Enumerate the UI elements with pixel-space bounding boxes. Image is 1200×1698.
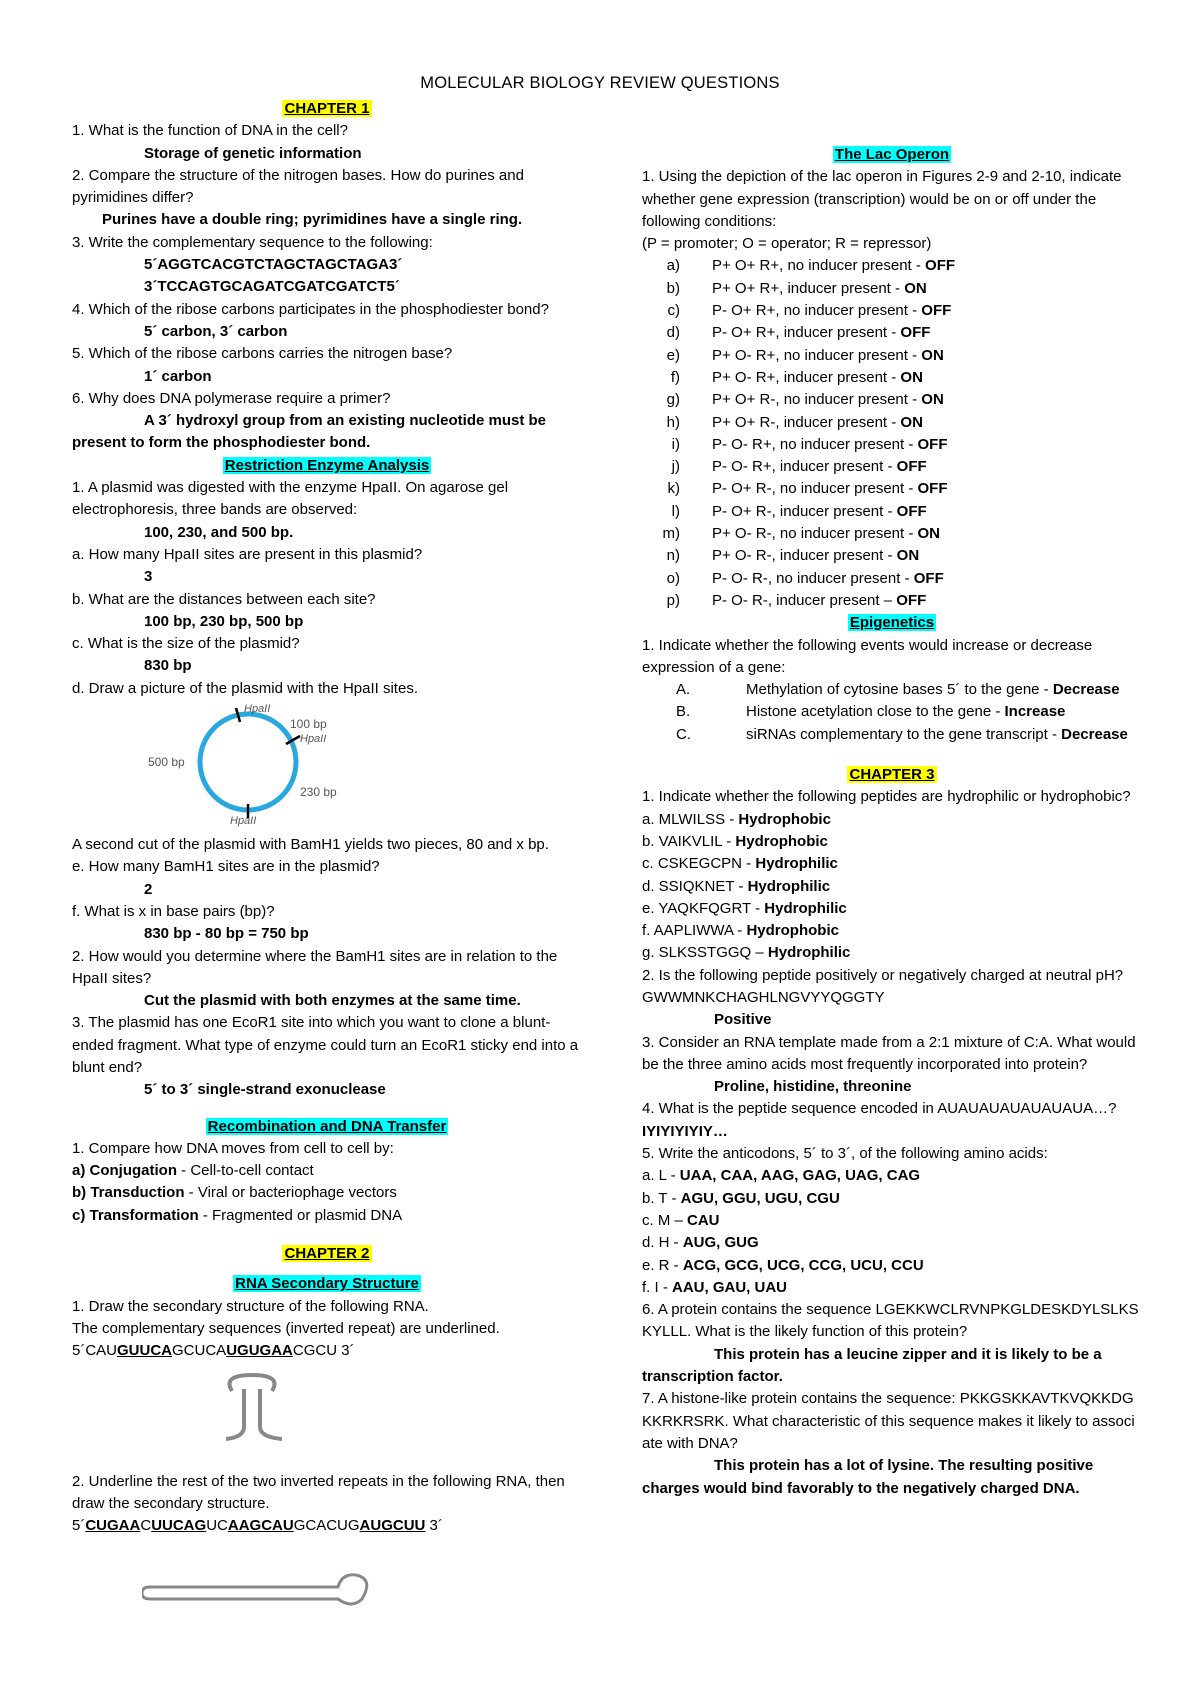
item-text: P- O+ R+, inducer present - [712,324,901,342]
answer: 5´AGGTCACGTCTAGCTAGCTAGA3´ [144,256,403,274]
item-text: c. M – [642,1211,688,1229]
question: 2. Is the following peptide positively or negatively charged at neutral pH? [642,966,1124,984]
item-text: e. YAQKFQGRT - [642,899,765,917]
chapter-1-header: CHAPTER 1 [284,100,370,117]
item-answer: Decrease [1061,725,1128,743]
chapter-2-header: CHAPTER 2 [284,1245,370,1263]
item-text: c. CSKEGCPN - [642,855,756,873]
legend-text: (P = promoter; O = operator; R = repressor) [642,235,932,253]
hairpin-shape [142,1575,367,1604]
item-text: P+ O- R+, inducer present - [712,368,901,386]
item-text: a. L - [642,1167,680,1185]
item-text: P- O- R+, inducer present - [712,458,897,476]
lac-condition-item [642,545,1142,567]
segment-label: 100 bp [290,717,327,732]
question: 2. Underline the rest of the two inverted repeats in the following RNA, then draw the secondary structure. [72,1472,565,1512]
question: d. Draw a picture of the plasmid with the HpaII sites. [72,679,418,697]
answer: 100, 230, and 500 bp. [144,523,294,541]
item-letter: k) [667,480,680,498]
lac-operon-header: The Lac Operon [834,146,950,163]
anticodon-list [642,1165,1142,1299]
question: b. What are the distances between each site? [72,590,376,608]
lac-condition-item [642,255,1142,277]
lac-condition-item [642,389,1142,411]
question: a. How many HpaII sites are present in this plasmid? [72,545,423,563]
item-answer: Hydrophobic [746,922,839,940]
answer: IYIYIYIYIY… [642,1122,728,1140]
peptide-item [642,898,1142,920]
lac-condition-item [642,568,1142,590]
question: 1. Indicate whether the following peptides are hydrophilic or hydrophobic? [642,788,1131,806]
question: The complementary sequences (inverted repeat) are underlined. [72,1319,500,1337]
item-answer: ON [921,391,944,409]
item-text: P- O- R+, no inducer present - [712,435,918,453]
lac-condition-item [642,523,1142,545]
lac-conditions-list [642,255,1142,612]
lac-condition-item [642,412,1142,434]
item-letter: m) [662,525,680,543]
item-letter: a) [666,257,680,275]
question: f. What is x in base pairs (bp)? [72,902,275,920]
hpaii-label: HpaII [244,703,271,716]
question: c. What is the size of the plasmid? [72,635,300,653]
item-text: P+ O+ R+, inducer present - [712,279,905,297]
item-letter: o) [666,569,680,587]
epigenetics-item [642,724,1142,746]
anticodon-item [642,1255,1142,1277]
item-letter: p) [666,591,680,609]
anticodon-item [642,1210,1142,1232]
item-answer: Hydrophilic [747,877,831,895]
answer: Storage of genetic information [144,144,362,162]
question: 3. Consider an RNA template made from a 2:1 mixture of C:A. What would be the three amino acids most frequently incorporated into protein? [642,1033,1136,1073]
lac-condition-item [642,478,1142,500]
question: 1. A plasmid was digested with the enzyme HpaII. On agarose gel electrophoresis, three bands are observed: [72,479,509,519]
item-text: P- O- R-, no inducer present - [712,569,914,587]
item-letter: B. [676,703,691,721]
answer: A 3´ hydroxyl group from an existing nucleotide must be present to form the phosphodiester bond. [72,412,546,452]
item-letter: i) [671,435,680,453]
item-letter: g) [666,391,680,409]
answer: Positive [714,1011,772,1029]
stem-loop-drawing [202,1369,322,1453]
lac-condition-item [642,300,1142,322]
lac-condition-item [642,456,1142,478]
stem-shape [260,1389,282,1439]
item-answer: Hydrophilic [764,899,847,917]
answer: This protein has a leucine zipper and it is likely to be a transcription factor. [642,1345,1102,1386]
item-text: Methylation of cytosine bases 5´ to the gene - [746,681,1053,699]
item-text: f. AAPLIWWA - [642,922,747,940]
item-text: P+ O- R-, inducer present - [712,547,897,565]
segment-label: 500 bp [148,755,185,770]
plasmid-diagram [108,700,408,828]
lac-condition-item [642,501,1142,523]
item-answer: ON [900,368,923,386]
item-text: e. R - [642,1256,683,1274]
question: 1. Draw the secondary structure of the following RNA. [72,1297,429,1315]
item-text: siRNAs complementary to the gene transcript - [746,725,1062,743]
peptide-item [642,920,1142,942]
answer: Purines have a double ring; pyrimidines have a single ring. [102,211,523,229]
item-answer: ON [896,547,920,565]
rna-sequence: 5´CAUGUUCAGCUCAUGUGAACGCU 3´ [72,1342,355,1360]
item-text: P+ O- R-, no inducer present - [712,525,918,543]
item-answer: OFF [921,302,952,320]
item-text: b. T - [642,1189,681,1207]
item-answer: AGU, GGU, UGU, CGU [680,1189,840,1207]
paragraph: A second cut of the plasmid with BamH1 yields two pieces, 80 and x bp. [72,836,549,854]
item-letter: A. [676,681,691,699]
answer: 1´ carbon [144,367,212,385]
lac-condition-item [642,345,1142,367]
question: 3. Write the complementary sequence to the following: [72,233,433,251]
item-answer: OFF [913,569,944,587]
peptide-item [642,809,1142,831]
lac-condition-item [642,278,1142,300]
item-text: P+ O+ R-, no inducer present - [712,391,922,409]
lac-condition-item [642,590,1142,612]
item-answer: Decrease [1052,681,1120,699]
hairpin-drawing [142,1559,382,1615]
item-answer: ON [917,525,941,543]
item-text: a. MLWILSS - [642,810,739,828]
epigenetics-list [642,679,1142,746]
item-text: d. SSIQKNET - [642,877,748,895]
question: 5. Write the anticodons, 5´ to 3´, of the following amino acids: [642,1145,1048,1163]
epigenetics-header: Epigenetics [849,614,935,632]
item-answer: AUG, GUG [682,1234,759,1252]
item-letter: e) [666,346,680,364]
item-answer: Hydrophobic [735,832,828,850]
item-letter: h) [666,413,680,431]
item-letter: l) [671,502,680,520]
answer: 3 [144,568,153,586]
epigenetics-item [642,701,1142,723]
item-answer: UAA, CAA, AAG, GAG, UAG, CAG [679,1167,921,1185]
item-answer: OFF [917,435,948,453]
item-text: f. I - [642,1278,672,1296]
rna-sequence: 5´CUGAACUUCAGUCAAGCAUGCACUGAUGCUU 3´ [72,1517,443,1535]
item-answer: OFF [896,591,927,609]
item-text: P- O+ R-, no inducer present - [712,480,918,498]
lac-condition-item [642,367,1142,389]
peptide-sequence: GWWMNKCHAGHLNGVYYQGGTY [642,988,885,1006]
question: 3. The plasmid has one EcoR1 site into which you want to clone a blunt-ended fragment. What type of enzyme could turn an EcoR1 sticky end into a blunt end? [72,1014,579,1076]
left-column [72,98,582,1615]
list-item: a) Conjugation - Cell-to-cell contact [72,1162,314,1180]
question: 6. Why does DNA polymerase require a primer? [72,389,391,407]
answer: 100 bp, 230 bp, 500 bp [144,612,304,630]
item-answer: OFF [925,257,956,275]
item-answer: OFF [900,324,931,342]
peptide-item [642,853,1142,875]
item-answer: ON [900,413,923,431]
item-letter: c) [667,302,680,320]
answer: 5´ to 3´ single-strand exonuclease [144,1081,386,1099]
peptide-item [642,876,1142,898]
question: 2. How would you determine where the BamH1 sites are in relation to the HpaII sites? [72,947,558,987]
list-item: b) Transduction - Viral or bacteriophage vectors [72,1184,397,1202]
recombination-header: Recombination and DNA Transfer [207,1117,447,1135]
peptide-list [642,809,1142,965]
item-answer: AAU, GAU, UAU [672,1278,787,1296]
lac-condition-item [642,434,1142,456]
peptide-item [642,831,1142,853]
item-letter: n) [666,547,680,565]
page-title: MOLECULAR BIOLOGY REVIEW QUESTIONS [420,74,780,92]
answer: Proline, histidine, threonine [714,1078,912,1096]
item-answer: Increase [1004,703,1066,721]
question: 7. A histone-like protein contains the sequence: PKKGSKKAVTKVQKKDGKKRKRSRK. What characteristic of this sequence makes it likely to associate with DNA? [642,1390,1135,1452]
item-letter: b) [666,279,680,297]
item-text: b. VAIKVLIL - [642,832,736,850]
item-letter: C. [676,725,691,743]
answer: This protein has a lot of lysine. The resulting positive charges would bind favorably to the negatively charged DNA. [642,1457,1094,1497]
question: 1. Compare how DNA moves from cell to cell by: [72,1139,394,1157]
item-letter: d) [666,324,680,342]
item-text: g. SLKSSTGGQ – [642,944,768,962]
item-text: P- O+ R+, no inducer present - [712,302,922,320]
question: 1. What is the function of DNA in the cell? [72,122,348,140]
answer: 830 bp - 80 bp = 750 bp [144,925,309,943]
rna-secondary-header: RNA Secondary Structure [235,1275,419,1293]
question: 6. A protein contains the sequence LGEKKWCLRVNPKGLDESKDYLSLKSKYLLL. What is the likely function of this protein? [642,1301,1139,1341]
item-answer: ON [904,279,927,297]
chapter-3-header: CHAPTER 3 [849,766,935,784]
item-answer: Hydrophilic [767,944,851,962]
right-column [642,144,1142,1500]
answer: 3´TCCAGTGCAGATCGATCGATCT5´ [144,278,400,296]
answer: 2 [144,880,153,898]
segment-label: 230 bp [300,785,337,800]
answer: Cut the plasmid with both enzymes at the same time. [144,992,521,1010]
question: 4. Which of the ribose carbons participates in the phosphodiester bond? [72,300,549,318]
item-text: Histone acetylation close to the gene - [746,703,1005,721]
answer: 5´ carbon, 3´ carbon [144,322,288,340]
item-answer: ACG, GCG, UCG, CCG, UCU, CCU [682,1256,924,1274]
anticodon-item [642,1188,1142,1210]
list-item: c) Transformation - Fragmented or plasmid DNA [72,1206,403,1224]
answer: 830 bp [144,657,192,675]
lac-condition-item [642,322,1142,344]
anticodon-item [642,1232,1142,1254]
question: 1. Using the depiction of the lac operon in Figures 2-9 and 2-10, indicate whether gene expression (transcription) would be on or off under the following conditions: [642,168,1122,230]
anticodon-item [642,1165,1142,1187]
stem-shape [226,1389,244,1439]
item-answer: CAU [687,1211,720,1229]
item-text: d. H - [642,1234,683,1252]
item-text: P- O- R-, inducer present – [712,591,897,609]
item-text: P+ O- R+, no inducer present - [712,346,922,364]
item-letter: j) [671,458,680,476]
item-answer: OFF [896,458,927,476]
plasmid-circle [200,714,296,810]
item-answer: ON [921,346,944,364]
item-answer: Hydrophobic [738,810,831,828]
question: 5. Which of the ribose carbons carries the nitrogen base? [72,345,453,363]
item-answer: Hydrophilic [755,855,838,873]
item-answer: OFF [917,480,948,498]
question: 1. Indicate whether the following events would increase or decrease expression of a gene: [642,636,1093,676]
item-text: P+ O+ R-, inducer present - [712,413,901,431]
item-answer: OFF [896,502,927,520]
anticodon-item [642,1277,1142,1299]
hpaii-label: HpaII [230,815,257,828]
peptide-item [642,942,1142,964]
loop-shape [230,1375,275,1391]
item-text: P+ O+ R+, no inducer present - [712,257,926,275]
item-letter: f) [670,368,680,386]
question: e. How many BamH1 sites are in the plasmid? [72,858,380,876]
item-text: P- O+ R-, inducer present - [712,502,897,520]
question: 4. What is the peptide sequence encoded in AUAUAUAUAUAUAUA…? [642,1100,1117,1118]
restriction-header: Restriction Enzyme Analysis [224,456,430,474]
hpaii-label: HpaII [300,733,327,746]
epigenetics-item [642,679,1142,701]
question: 2. Compare the structure of the nitrogen bases. How do purines and pyrimidines differ? [72,166,524,207]
